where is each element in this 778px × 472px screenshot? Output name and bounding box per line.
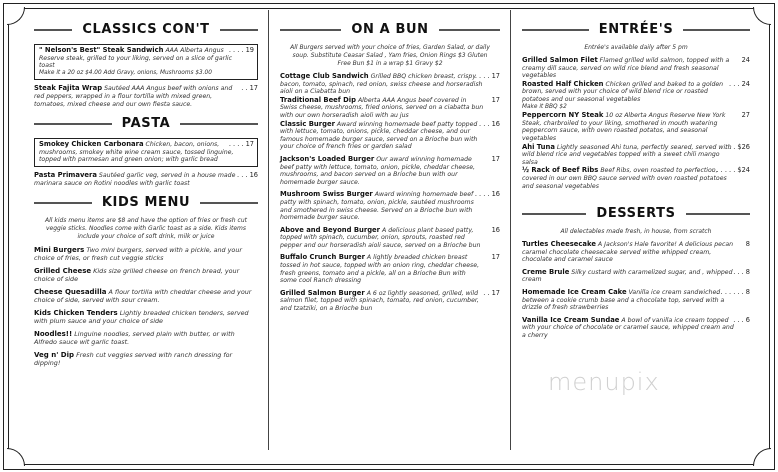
section-note: All delectables made fresh, in house, from scratch — [560, 228, 712, 236]
section-header-entrees — [522, 22, 750, 37]
left-column — [34, 20, 258, 372]
item-description: Fresh cut veggies served with ranch dressing for dipping! — [34, 351, 233, 368]
item-description: Award winning homemade beef patty with spinach, tomato, onion, pickle, sautéed mushrooms and smothered in swiss cheese. Served on a Brioche bun with homemade burger sauce. — [280, 191, 474, 222]
item-description: Chicken, bacon, onions, mushrooms, smokey white wine cream sauce, tossed linguine, topped with parmesan and green onion; with garlic bread — [39, 141, 234, 164]
menu-item — [522, 167, 750, 190]
item-addons: Make it BBQ $2 — [522, 103, 567, 110]
header-rule — [200, 202, 258, 204]
item-price: . . . 16 — [237, 170, 258, 179]
item-name: Peppercorn NY Steak — [522, 111, 604, 120]
header-rule — [34, 123, 112, 125]
menu-item — [280, 121, 500, 151]
item-description: Grilled BBQ chicken breast, crispy bacon, tomato, spinach, red onion, swiss cheese and horseradish aioli on a Ciabatta bun — [280, 73, 483, 96]
section-note: All Burgers served with your choice of fries, Garden Salad, or daily soup. Substitute Ceasar Salad , Yam fries, Onion Rings $3 Gluten Free Bun $1 in a wrap $1 Gravy $2 — [290, 44, 490, 67]
item-description: A delicious plant based patty, topped with spinach, cucumber, onion, sprouts, roasted red pepper and our horseradish aioli sauce, served on a Brioche bun — [280, 226, 481, 249]
section-header-pasta — [34, 116, 258, 131]
column-divider — [510, 10, 511, 450]
section-title: ON A BUN — [351, 22, 429, 37]
item-description: Vanilla ice cream sandwiched between a cookie crumb base and a chocolate top, served with a drizzle of fresh strawberries — [522, 289, 725, 312]
item-description: Our award winning homemade beef patty with lettuce, tomato, onion, pickle, cheddar cheese, mushrooms, and bacon served on a Brioche bun with our homemade burger sauce. — [280, 155, 475, 186]
menu-item — [34, 309, 258, 325]
item-name: Steak Fajita Wrap — [34, 84, 103, 93]
item-name: Turtles Cheesecake — [522, 240, 596, 249]
header-rule — [522, 213, 586, 215]
menu-item — [522, 241, 750, 264]
item-price: . . . $26 — [724, 142, 750, 151]
menu-item — [34, 44, 258, 80]
item-description: Two mini burgers, served with a pickle, and your choice of fries, or fresh cut veggie sticks — [34, 246, 243, 263]
item-price: . . . 24 — [729, 79, 750, 88]
item-description: A 6 oz lightly seasoned, grilled, wild salmon filet, topped with spinach, tomato, red onion, cucumber, and tzatziki, on a Brioche bun — [280, 289, 479, 313]
header-rule — [180, 123, 258, 125]
menu-item — [522, 269, 750, 284]
header-rule — [34, 202, 92, 204]
corner-ornament — [753, 7, 771, 25]
item-name: Traditional Beef Dip — [280, 95, 356, 104]
header-rule — [522, 29, 589, 31]
item-description: Beef Ribs, oven roasted to perfection, covered in our own BBQ sauce served with oven roasted potatoes and seasonal vegetables — [522, 167, 727, 190]
menu-item — [34, 288, 258, 304]
item-name: Roasted Half Chicken — [522, 79, 604, 88]
item-name: Noodles!! — [34, 330, 73, 339]
section-note: All kids menu items are $8 and have the option of fries or fresh cut veggie sticks. Noodles come with Garlic toast as a side. Kids items include your choice of soft drink, milk or juice — [45, 217, 247, 241]
item-price: . . . . 17 — [228, 140, 254, 149]
corner-ornament — [7, 7, 25, 25]
menu-item — [280, 191, 500, 221]
item-description: Lightly seasoned Ahi tuna, perfectly seared, served with wild blend rice and vegetables topped with a sweet chili mango salsa — [522, 143, 732, 166]
item-name: Veg n' Dip — [34, 351, 75, 360]
item-description: AAA Alberta Angus Reserve steak, grilled to your liking, served on a slice of garlic toast — [39, 47, 233, 70]
item-price: 16 — [491, 225, 500, 234]
menu-item — [34, 85, 258, 108]
item-price: 27 — [741, 111, 750, 120]
section-title: DESSERTS — [596, 206, 676, 222]
item-description: A flour tortilla with cheddar cheese and your choice of side, served with sour cream. — [34, 288, 252, 305]
item-description: Sautéed AAA Angus beef with onions and red peppers, wrapped in a flour tortilla with mixed green, tomatoes, mixed cheese and our own fiesta sauce. — [34, 85, 233, 108]
header-rule — [686, 213, 750, 215]
item-price: . . . 6 — [733, 315, 750, 324]
item-price: . . . . 17 — [474, 72, 500, 80]
menu-item — [34, 330, 258, 346]
menu-item — [34, 351, 258, 367]
item-description: Award winning homemade beef patty topped with lettuce, tomato, onions, pickle, cheddar cheese, and our famous homemade burger sauce, served on a Brioche bun with your choice of french fries or garden salad — [280, 120, 478, 151]
item-name: Ahi Tuna — [522, 142, 555, 151]
item-name: Smokey Chicken Carbonara — [39, 140, 144, 149]
column-divider — [268, 10, 269, 450]
item-name: Creme Brule — [522, 267, 570, 276]
menu-item — [34, 138, 258, 167]
item-price: . . . 8 — [733, 267, 750, 276]
item-price: . . 17 — [241, 84, 258, 93]
item-price: . . . . . . . 8 — [716, 288, 750, 297]
middle-column — [280, 20, 500, 318]
menu-item — [280, 290, 500, 313]
item-name: Cottage Club Sandwich — [280, 72, 369, 80]
section-note: Entrée's available daily after 5 pm — [584, 44, 688, 51]
menu-item — [522, 317, 750, 340]
section-header-desserts — [522, 206, 750, 221]
item-description: Linguine noodles, served plain with butter, or with Alfredo sauce wit garlic toast. — [34, 330, 235, 347]
menu-item — [34, 267, 258, 283]
item-description: Lightly breaded chicken tenders, served with plum sauce and your choice of side — [34, 309, 249, 326]
item-price: 17 — [491, 154, 500, 163]
right-column — [522, 20, 750, 345]
menu-item — [522, 57, 750, 80]
header-rule — [439, 29, 500, 31]
item-price: 8 — [745, 240, 750, 249]
item-name: Mini Burgers — [34, 246, 85, 255]
menu-item — [522, 144, 750, 167]
menu-item — [522, 81, 750, 111]
header-rule — [34, 29, 72, 31]
corner-ornament — [7, 448, 25, 466]
menu-item — [280, 227, 500, 250]
item-name: Above and Beyond Burger — [280, 225, 381, 234]
menu-item — [34, 172, 258, 187]
section-header-classics — [34, 22, 258, 37]
menu-item — [280, 156, 500, 186]
header-rule — [220, 29, 258, 31]
item-price: 24 — [741, 56, 750, 64]
item-description: A bowl of vanilla ice cream topped with your choice of chocolate or caramel sauce, whipped cream and a cherry — [522, 316, 734, 340]
item-price: . . . . 16 — [474, 190, 500, 199]
section-header-kids — [34, 195, 258, 210]
menu-item — [280, 97, 500, 120]
section-title: PASTA — [121, 116, 171, 132]
item-name: Homemade Ice Cream Cake — [522, 288, 627, 297]
menu-item — [522, 112, 750, 142]
item-name: Grilled Salmon Filet — [522, 56, 598, 64]
item-description: Kids size grilled cheese on french bread, your choice of side — [34, 267, 240, 284]
item-description: Chicken grilled and baked to a golden brown, served with your choice of wild blend rice or roasted potatoes and our seasonal vegetables — [522, 80, 724, 103]
item-description: A lightly breaded chicken breast tossed in hot sauce, topped with an onion ring, cheddar cheese, fresh greens, tomato and a pickle, all on a Brioche Bun with some cool Ranch dressing — [280, 254, 480, 285]
item-price: . . . . 16 — [474, 119, 500, 128]
item-name: Mushroom Swiss Burger — [280, 190, 373, 199]
menu-item — [280, 73, 500, 96]
item-name: Grilled Salmon Burger — [280, 288, 365, 297]
corner-ornament — [753, 448, 771, 466]
item-name: Buffalo Crunch Burger — [280, 253, 365, 262]
item-price: . . . . . . $24 — [712, 166, 750, 175]
watermark-logo: menupix — [548, 368, 660, 396]
item-price: 17 — [491, 253, 500, 262]
section-title: KIDS MENU — [101, 195, 191, 211]
item-addons: Make it a 20 oz $4.00 Add Gravy, onions, Mushrooms $3.00 — [39, 69, 212, 76]
item-name: Vanilla Ice Cream Sundae — [522, 315, 620, 324]
header-rule — [280, 29, 341, 31]
item-price: . . 17 — [483, 288, 500, 297]
item-name: Cheese Quesadilla — [34, 288, 107, 297]
menu-item — [280, 254, 500, 284]
section-title: CLASSICS CON'T — [82, 22, 210, 37]
menu-item — [522, 289, 750, 312]
menu-item — [34, 246, 258, 262]
item-name: ½ Rack of Beef Ribs — [522, 166, 599, 175]
item-name: " Nelson's Best" Steak Sandwich — [39, 46, 164, 54]
item-description: Flamed grilled wild salmon, topped with a creamy dill sauce, served on wild rice blend and fresh seasonal vegetables — [522, 57, 730, 80]
item-description: Sautéed garlic veg, served in a house made marinara sauce on Rotini noodles with garlic toast — [34, 171, 236, 187]
item-name: Pasta Primavera — [34, 170, 97, 179]
item-name: Grilled Cheese — [34, 267, 92, 276]
item-price: . . . . 19 — [228, 46, 254, 54]
item-description: A Jackson's Hale favorite! A delicious pecan caramel chocolate cheesecake served withe whipped cream, chocolate and caramel sauce — [522, 241, 734, 264]
section-title: ENTRÉE'S — [598, 22, 674, 37]
item-name: Classic Burger — [280, 119, 335, 128]
section-header-on-a-bun — [280, 22, 500, 37]
item-price: 17 — [491, 95, 500, 104]
item-name: Kids Chicken Tenders — [34, 309, 118, 318]
item-description: 10 oz Alberta Angus Reserve New York Steak, charbroiled to your liking, smothered in mouth watering peppercorn sauce, with oven roasted potatos, and seasonal vegetables — [522, 112, 726, 142]
item-description: Silky custard with caramelized sugar, and , whipped cream — [522, 268, 733, 284]
item-description: Alberta AAA Angus beef covered in Swiss cheese, mushrooms, fried onions, served on a ciabatta bun with our own horseradish aioli with au jus — [280, 96, 484, 119]
item-name: Jackson's Loaded Burger — [280, 154, 375, 163]
header-rule — [683, 29, 750, 31]
